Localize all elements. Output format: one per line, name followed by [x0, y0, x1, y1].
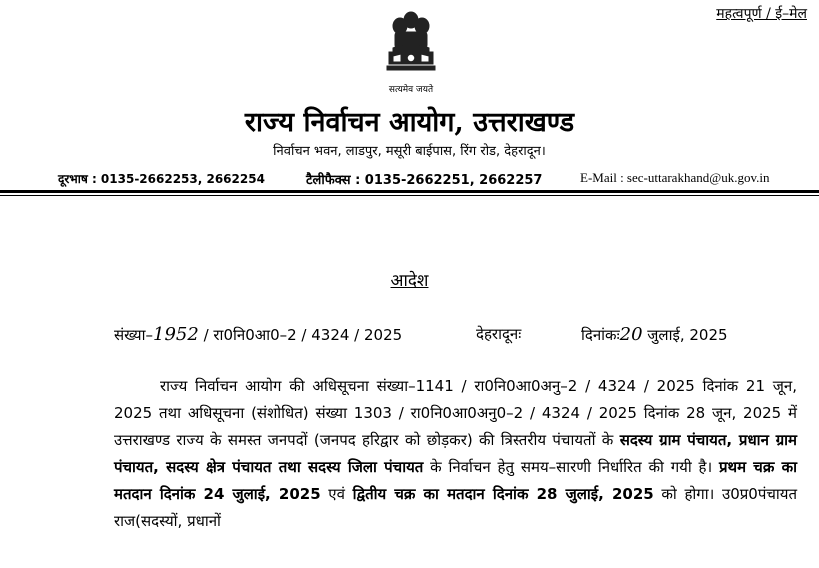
email-address: E-Mail : sec-uttarakhand@uk.gov.in — [580, 170, 770, 185]
national-emblem-icon — [381, 10, 441, 82]
phone-numbers: दूरभाष : 0135-2662253, 2662254 — [58, 172, 265, 186]
date-handwritten-day: 20 — [619, 324, 643, 345]
organization-address: निर्वाचन भवन, लाडपुर, मसूरी बाईपास, रिंग रोड, देहरादून। — [273, 144, 546, 159]
emblem-motto: सत्यमेव जयते — [388, 85, 434, 95]
reference-number — [114, 324, 402, 345]
order-heading: आदेश — [390, 271, 429, 291]
header-divider-thin — [0, 195, 819, 196]
order-date — [581, 324, 728, 345]
body-text-4: को होगा। उ0प्र0पंचायत राज(सदस्यों, प्रधानों — [114, 485, 797, 530]
order-place: देहरादूनः — [476, 325, 522, 343]
body-text-2: के निर्वाचन हेतु समय–सारणी निर्धारित की गयी है। — [423, 458, 719, 476]
body-text-3: एवं — [320, 485, 353, 503]
organization-name: राज्य निर्वाचन आयोग, उत्तराखण्ड — [244, 107, 575, 138]
body-bold-posts: सदस्य ग्राम पंचायत, प्रधान ग्राम पंचायत, सदस्य क्षेत्र पंचायत तथा सदस्य जिला पंचायत — [114, 431, 798, 476]
body-text-1: राज्य निर्वाचन आयोग की अधिसूचना संख्या–1141 / रा0नि0आ0अनु–2 / 4324 / 2025 दिनांक 21 जून, 2025 तथा अधिसूचना (संशोधित) संख्या 1303 / रा0नि0आ0अनु0–2 / 4324 / 2025 दिनांक 28 जून, 2025 में उत्तराखण्ड राज्य के समस्त जनपदों (जनपद हरिद्वार को छोड़कर) की त्रिस्तरीय पंचायतों के — [114, 377, 797, 449]
header-divider-thick — [0, 190, 819, 193]
date-suffix: जुलाई, 2025 — [642, 326, 728, 344]
order-body-paragraph — [114, 373, 797, 535]
ref-prefix: संख्या– — [114, 326, 154, 344]
priority-email-stamp: महत्वपूर्ण / ई–मेल — [716, 6, 807, 22]
fax-numbers: टैलीफैक्स : 0135-2662251, 2662257 — [306, 173, 543, 188]
ref-suffix: / रा0नि0आ0–2 / 4324 / 2025 — [198, 326, 403, 344]
ref-handwritten-number: 1952 — [153, 324, 199, 345]
body-bold-first-phase: प्रथम चक्र का मतदान दिनांक 24 जुलाई, 2025 — [114, 458, 797, 503]
date-prefix: दिनांकः — [581, 326, 620, 344]
body-bold-second-phase: द्वितीय चक्र का मतदान दिनांक 28 जुलाई, 2025 — [352, 485, 654, 503]
